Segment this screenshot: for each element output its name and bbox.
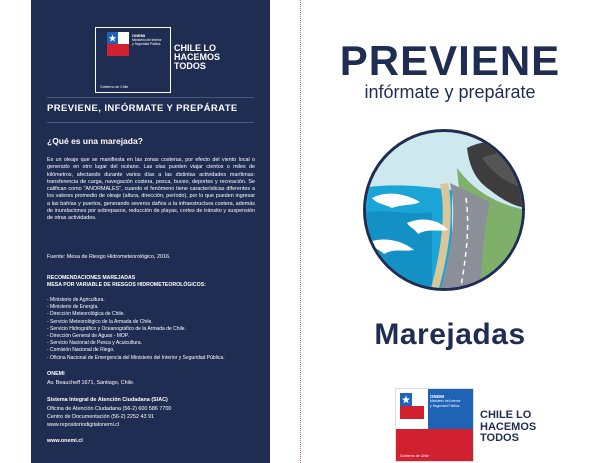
siac-phone: Oficina de Atención Ciudadana (56-2) 600 586 7700	[47, 406, 172, 412]
back-cover-panel	[31, 0, 270, 463]
definition-text: Es un oleaje que se manifiesta en las zonas costeras, por efecto del viento local o generado en otro lugar del océano. Las olas pueden viajar cientos o miles de kilómetros, afectando durante varios días a las distintas actividades marítimas: transferencia de carga, navegación costera, pesca, buceo, deportes y recreación. Se califican como "ANORMALES", cuando el fenómeno tiene características diferentes a los valores promedio de oleaje (altura, dirección, período), por lo que pueden ingresar a las bahías y puertos, generando severos daños a la infraestructura costera, además de inundaciones por sobrepasos, reducción de playas, cortes de tránsito y suspensión de otras actividades.	[47, 157, 255, 222]
topic-title: Marejadas	[374, 318, 526, 351]
siac-repository-link[interactable]: www.repositoriodigitalonemi.cl	[47, 422, 120, 428]
list-item: - Comisión Nacional de Riego.	[47, 347, 115, 354]
question-heading: ¿Qué es una marejada?	[47, 136, 143, 146]
cover-logo-text	[430, 395, 470, 408]
logo-claim	[174, 44, 254, 71]
logo-government: Gobierno de Chile	[100, 85, 129, 89]
onemi-logo-cover	[395, 388, 474, 462]
list-item: - Servicio Meteorológico de la Armada de Chile.	[47, 318, 153, 325]
list-item: - Dirección General de Aguas - MOP.	[47, 333, 129, 340]
org-address: Av. Beaucheff 1671, Santiago, Chile.	[47, 380, 135, 386]
website-link[interactable]: www.onemi.cl	[47, 438, 83, 444]
onemi-logo	[95, 27, 171, 93]
cover-title: PREVIENE	[339, 37, 561, 84]
cover-logo-ministry-line1: Ministerio del Interior	[430, 399, 461, 404]
cover-claim	[480, 410, 570, 445]
claim-line3: TODOS	[174, 61, 206, 71]
logo-ministry-line1: Ministerio del Interior	[132, 38, 162, 43]
logo-ministry-line2: y Seguridad Pública	[132, 42, 161, 47]
siac-title: Sistema Integral de Atención Ciudadana (SIAC)	[47, 397, 168, 403]
claim-line2: HACEMOS	[174, 52, 221, 62]
list-item: - Servicio Hidrográfico y Oceanográfico de la Armada de Chile.	[47, 325, 186, 332]
chile-star-icon	[400, 393, 424, 419]
siac-documentation: Centro de Documentación (56-2) 2252 43 91	[47, 414, 154, 420]
cover-logo-government: Gobierno de Chile	[400, 454, 429, 458]
list-item: - Dirección Meteorológica de Chile.	[47, 311, 125, 318]
claim-line1: CHILE LO	[174, 43, 216, 53]
institutions-list	[47, 297, 225, 362]
list-item: - Servicio Nacional de Pesca y Acuicultura.	[47, 340, 143, 347]
cover-logo-ministry-line2: y Seguridad Pública	[430, 403, 460, 408]
org-name: ONEMI	[47, 371, 65, 377]
chile-flag-icon	[107, 32, 129, 56]
logo-org: ONEMI	[132, 33, 146, 38]
list-item: - Oficina Nacional de Emergencia del Ministerio del Interior y Seguridad Pública.	[47, 354, 225, 361]
list-item: - Ministerio de Agricultura.	[47, 297, 105, 303]
logo-text	[132, 34, 168, 47]
divider	[47, 122, 254, 123]
recommendations-title	[47, 275, 257, 289]
cover-claim-line1: CHILE LO	[480, 409, 532, 421]
coastal-road-illustration	[362, 128, 526, 292]
list-item: - Ministerio de Energía.	[47, 304, 99, 311]
cover-logo-org: ONEMI	[430, 394, 445, 399]
divider	[47, 97, 254, 98]
panel-heading: PREVIENE, INFÓRMATE Y PREPÁRATE	[47, 103, 238, 114]
fold-line	[300, 0, 301, 463]
cover-subtitle: infórmate y prepárate	[364, 82, 536, 102]
cover-claim-line2: HACEMOS	[480, 420, 537, 433]
source-note: Fuente: Mesa de Riesgo Hidrometeorológico, 2016.	[47, 254, 171, 260]
cover-claim-line3: TODOS	[480, 432, 519, 444]
recommendations-title-line1: RECOMENDACIONES MAREJADAS	[47, 275, 136, 281]
recommendations-title-line2: MESA POR VARIABLE DE RIESGOS HIDROMETEOROLÓGICOS:	[47, 282, 206, 288]
